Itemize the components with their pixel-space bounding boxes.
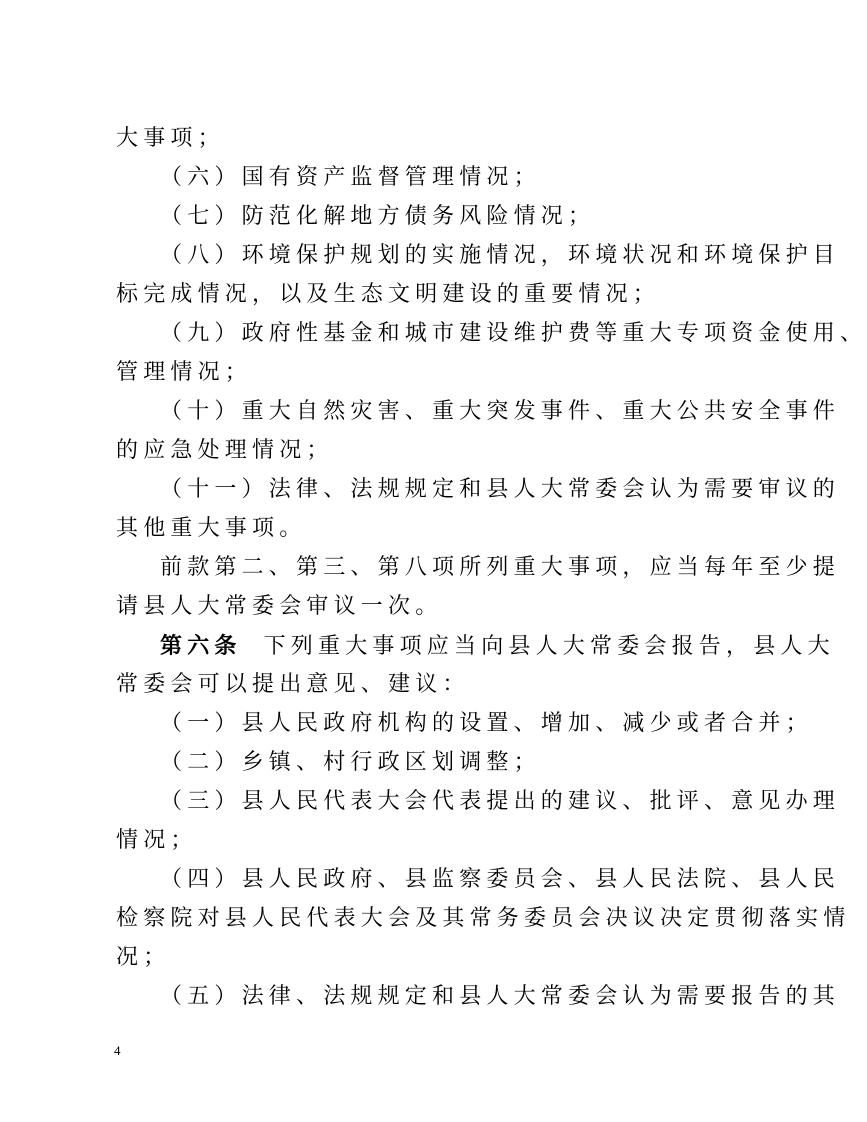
text-line: （四）县人民政府、县监察委员会、县人民法院、县人民 [160, 867, 841, 892]
text-line: 检察院对县人民代表大会及其常务委员会决议决定贯彻落实情 [116, 906, 851, 931]
article-text: 下列重大事项应当向县人大常委会报告，县人大 [263, 634, 835, 659]
text-line: （五）法律、法规规定和县人大常委会认为需要报告的其 [160, 984, 841, 1009]
text-line: 况； [116, 945, 171, 970]
article-line [160, 631, 835, 661]
text-line: 标完成情况，以及生态文明建设的重要情况； [116, 282, 661, 307]
text-line: （一）县人民政府机构的设置、增加、减少或者合并； [160, 711, 813, 736]
text-line: （六）国有资产监督管理情况； [160, 165, 541, 190]
text-line: 其他重大事项。 [116, 516, 307, 541]
text-line: （八）环境保护规划的实施情况，环境状况和环境保护目 [160, 243, 841, 268]
text-line: （七）防范化解地方债务风险情况； [160, 204, 596, 229]
text-line: （九）政府性基金和城市建设维护费等重大专项资金使用、 [160, 321, 867, 346]
page-number: 4 [114, 1043, 121, 1058]
text-line: 请县人大常委会审议一次。 [116, 594, 443, 619]
text-line: 管理情况； [116, 360, 253, 385]
text-line: （十一）法律、法规规定和县人大常委会认为需要审议的 [160, 477, 841, 502]
text-line: （二）乡镇、村行政区划调整； [160, 750, 541, 775]
text-line: 大事项； [116, 126, 225, 151]
text-line: 常委会可以提出意见、建议： [116, 672, 470, 697]
text-line: （十）重大自然灾害、重大突发事件、重大公共安全事件 [160, 399, 841, 424]
article-label: 第六条 [160, 633, 242, 659]
text-line: （三）县人民代表大会代表提出的建议、批评、意见办理 [160, 789, 841, 814]
text-line: 情况； [116, 828, 198, 853]
text-line: 的应急处理情况； [116, 438, 334, 463]
text-line: 前款第二、第三、第八项所列重大事项，应当每年至少提 [160, 555, 841, 580]
